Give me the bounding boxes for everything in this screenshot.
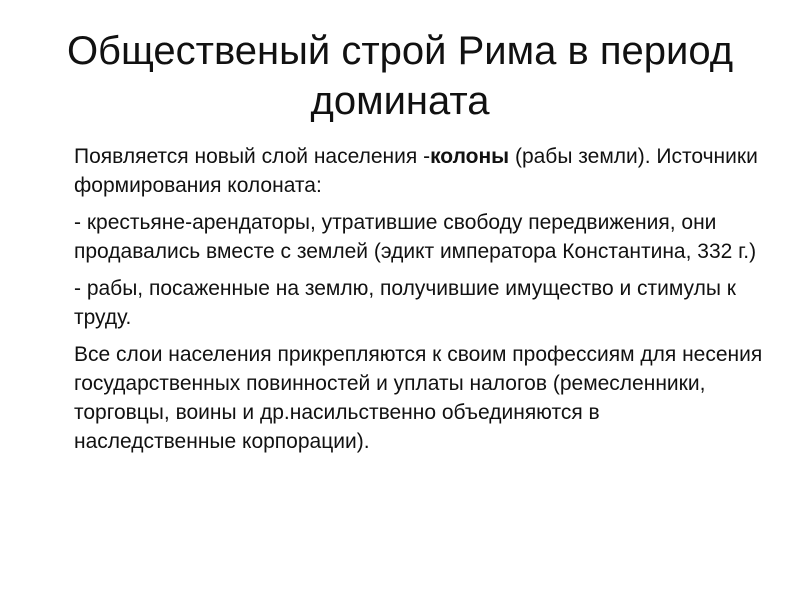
paragraph-all-layers: Все слои населения прикрепляются к своим профессиям для несения государственных повинностей и уплаты налогов (ремесленники, торговцы, воины и др.насильственно объединяются в наследственные корпорации). <box>74 343 763 453</box>
slide-body <box>74 142 764 464</box>
paragraph-text-after: (рабы земли). Источники формирования колоната: <box>74 145 758 197</box>
slide-title: Общественый строй Рима в период домината <box>66 29 734 123</box>
paragraph-peasants: - крестьяне-арендаторы, утратившие свободу передвижения, они продавались вместе с землей (эдикт императора Константина, 332 г.) <box>74 211 757 263</box>
paragraph-text-before: Появляется новый слой населения - <box>74 145 431 168</box>
term-colons: колоны <box>430 145 510 168</box>
paragraph-colons-intro <box>74 142 764 200</box>
paragraph-slaves: - рабы, посаженные на землю, получившие имущество и стимулы к труду. <box>74 277 736 329</box>
